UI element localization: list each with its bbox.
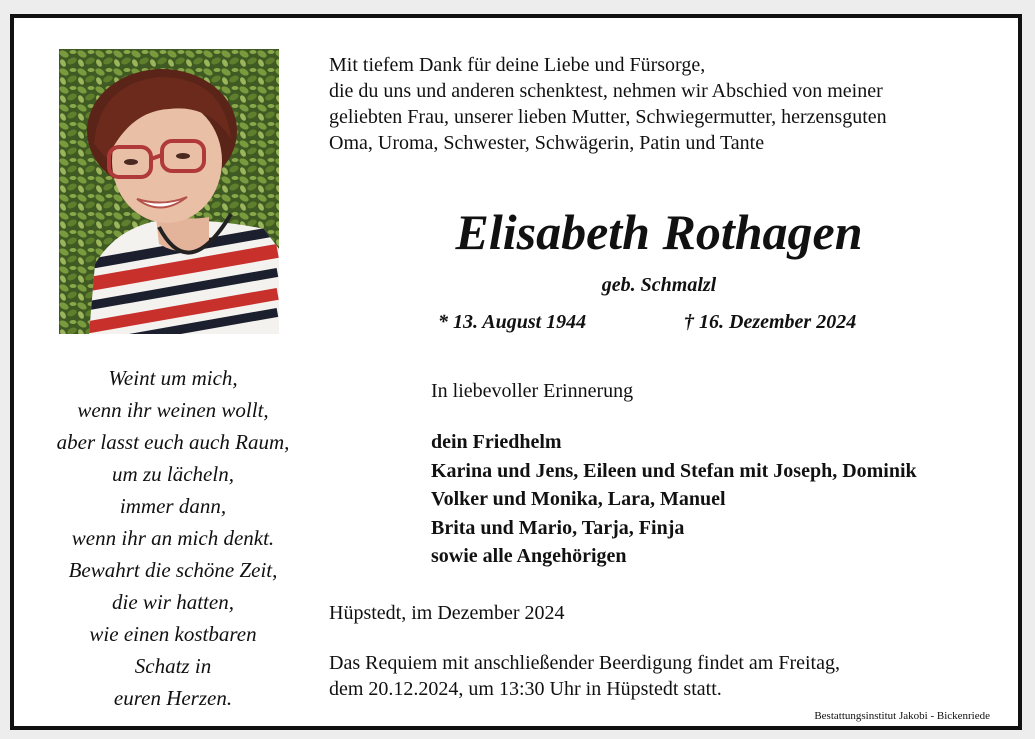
requiem-notice bbox=[329, 650, 840, 702]
mourner-line: Karina und Jens, Eileen und Stefan mit Joseph, Dominik bbox=[431, 459, 917, 482]
requiem-line: Das Requiem mit anschließender Beerdigung findet am Freitag, bbox=[329, 652, 840, 674]
poem-line: euren Herzen. bbox=[113, 686, 233, 710]
poem-line: immer dann, bbox=[119, 494, 227, 518]
undertaker-credit: Bestattungsinstitut Jakobi - Bickenriede bbox=[814, 710, 990, 722]
poem-line: aber lasst euch auch Raum, bbox=[56, 430, 290, 454]
mourner-line: Volker und Monika, Lara, Manuel bbox=[431, 488, 726, 510]
mourner-line: sowie alle Angehörigen bbox=[431, 545, 627, 567]
poem-line: Bewahrt die schöne Zeit, bbox=[68, 558, 278, 582]
mourner-line: Brita und Mario, Tarja, Finja bbox=[431, 516, 685, 539]
obituary-card bbox=[10, 14, 1022, 730]
mourner-line: dein Friedhelm bbox=[431, 431, 562, 453]
memory-line: In liebevoller Erinnerung bbox=[431, 380, 634, 402]
maiden-name: geb. Schmalzl bbox=[601, 274, 717, 296]
poem-line: die wir hatten, bbox=[112, 590, 234, 614]
poem-line: wenn ihr weinen wollt, bbox=[77, 398, 269, 422]
poem-line: Weint um mich, bbox=[108, 366, 238, 390]
portrait-illustration bbox=[59, 49, 279, 334]
poem-line: Schatz in bbox=[134, 654, 212, 678]
requiem-line: dem 20.12.2024, um 13:30 Uhr in Hüpstedt statt. bbox=[329, 678, 722, 700]
deceased-name: Elisabeth Rothagen bbox=[455, 204, 863, 260]
intro-line: die du uns und anderen schenktest, nehmen wir Abschied von meiner bbox=[329, 80, 883, 102]
intro-line: Oma, Uroma, Schwester, Schwägerin, Patin und Tante bbox=[329, 132, 765, 154]
intro-text bbox=[329, 52, 1009, 156]
intro-line: Mit tiefem Dank für deine Liebe und Fürsorge, bbox=[329, 54, 706, 76]
death-date: † 16. Dezember 2024 bbox=[684, 311, 857, 333]
poem-line: wenn ihr an mich denkt. bbox=[71, 526, 275, 550]
mourners-list bbox=[431, 428, 917, 571]
poem-line: um zu lächeln, bbox=[112, 462, 234, 486]
poem-line: wie einen kostbaren bbox=[89, 622, 257, 646]
birth-date: * 13. August 1944 bbox=[438, 311, 587, 333]
portrait-photo bbox=[59, 49, 279, 334]
intro-line: geliebten Frau, unserer lieben Mutter, Schwiegermutter, herzensguten bbox=[329, 106, 887, 128]
place-date: Hüpstedt, im Dezember 2024 bbox=[329, 602, 565, 624]
poem bbox=[28, 362, 318, 714]
